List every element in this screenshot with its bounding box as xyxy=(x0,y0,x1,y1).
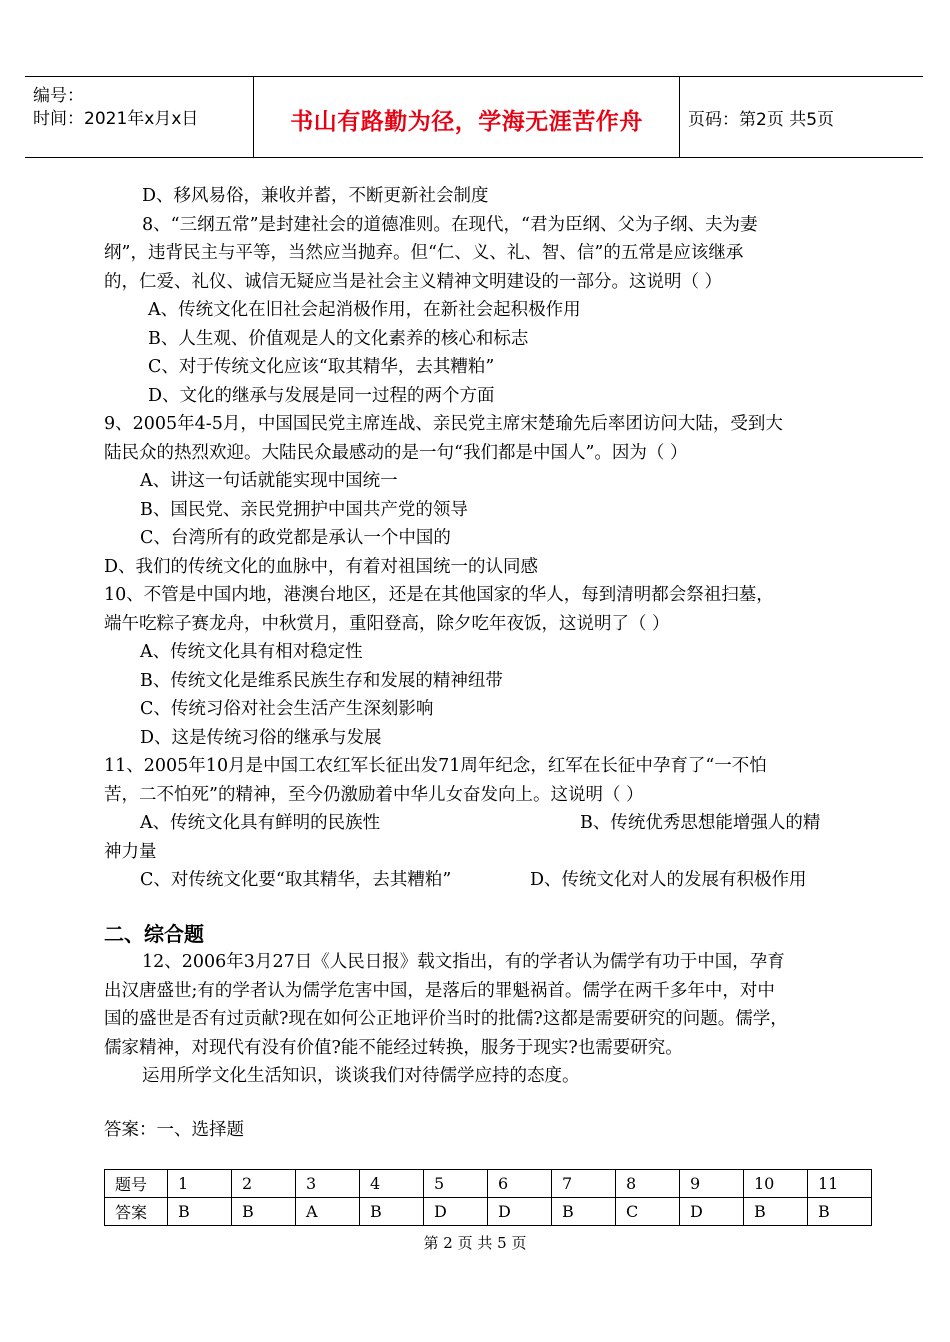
q11-options-cd xyxy=(104,866,844,895)
q8-option-c: C、对于传统文化应该“取其精华，去其糟粕” xyxy=(148,357,495,377)
q10-option-c: C、传统习俗对社会生活产生深刻影响 xyxy=(140,699,434,719)
answer-cell: B xyxy=(744,1198,808,1226)
motto: 书山有路勤为径，学海无涯苦作舟 xyxy=(290,109,643,135)
q11-line2: 苦，二不怕死”的精神，至今仍激励着中华儿女奋发向上。这说明（ ） xyxy=(104,784,644,805)
number-cell: 9 xyxy=(680,1170,744,1198)
number-cell: 6 xyxy=(488,1170,552,1198)
row-header-answer: 答案 xyxy=(105,1198,168,1226)
answer-cell: D xyxy=(680,1198,744,1226)
answer-cell: B xyxy=(168,1198,232,1226)
q8-option-a: A、传统文化在旧社会起消极作用，在新社会起积极作用 xyxy=(148,300,581,320)
q11-option-c: C、对传统文化要“取其精华，去其糟粕” xyxy=(140,870,452,890)
answer-cell: B xyxy=(808,1198,872,1226)
answer-cell: C xyxy=(616,1198,680,1226)
q8-option-b: B、人生观、价值观是人的文化素养的核心和标志 xyxy=(148,328,529,349)
q10-option-b: B、传统文化是维系民族生存和发展的精神纽带 xyxy=(140,670,503,691)
q9-option-d: D、我们的传统文化的血脉中，有着对祖国统一的认同感 xyxy=(104,556,539,577)
answer-cell: A xyxy=(296,1198,360,1226)
page-footer: 第 2 页 共 5 页 xyxy=(423,1234,527,1252)
answer-table-answer-row xyxy=(105,1198,872,1226)
q10-line1: 10、不管是中国内地，港澳台地区，还是在其他国家的华人，每到清明都会祭祖扫墓， xyxy=(104,585,774,605)
q9-line2: 陆民众的热烈欢迎。大陆民众最感动的是一句“我们都是中国人”。因为（ ） xyxy=(104,442,688,463)
number-cell: 8 xyxy=(616,1170,680,1198)
q10-option-a: A、传统文化具有相对稳定性 xyxy=(140,642,363,662)
q7-option-d: D、移风易俗，兼收并蓄，不断更新社会制度 xyxy=(142,186,489,206)
q10-line2: 端午吃粽子赛龙舟，中秋赏月，重阳登高，除夕吃年夜饭，这说明了（ ） xyxy=(104,613,670,634)
answer-cell: B xyxy=(232,1198,296,1226)
number-cell: 4 xyxy=(360,1170,424,1198)
q10-option-d: D、这是传统习俗的继承与发展 xyxy=(140,727,382,748)
answer-cell: D xyxy=(424,1198,488,1226)
page-header xyxy=(25,76,923,158)
q9-line1: 9、2005年4-5月，中国国民党主席连战、亲民党主席宋楚瑜先后率团访问大陆，受到大 xyxy=(104,414,783,434)
q11-option-b-cont: 神力量 xyxy=(104,841,157,862)
answers-title: 答案：一、选择题 xyxy=(104,1120,244,1140)
answer-cell: B xyxy=(552,1198,616,1226)
answer-table xyxy=(104,1169,872,1226)
q11-option-a: A、传统文化具有鲜明的民族性 xyxy=(140,813,381,833)
q11-line1: 11、2005年10月是中国工农红军长征出发71周年纪念，红军在长征中孕育了“一不怕 xyxy=(104,756,767,776)
number-cell: 2 xyxy=(232,1170,296,1198)
number-cell: 3 xyxy=(296,1170,360,1198)
q12-task: 运用所学文化生活知识，谈谈我们对待儒学应持的态度。 xyxy=(142,1066,580,1086)
time-label: 时间：2021年x月x日 xyxy=(33,109,199,129)
q11-option-b: B、传统优秀思想能增强人的精 xyxy=(580,813,821,833)
q9-option-c: C、台湾所有的政党都是承认一个中国的 xyxy=(140,528,451,548)
page-info: 页码：第2页 共5页 xyxy=(688,110,835,130)
number-cell: 5 xyxy=(424,1170,488,1198)
q11-option-d: D、传统文化对人的发展有积极作用 xyxy=(530,870,807,890)
q12-line3: 国的盛世是否有过贡献?现在如何公正地评价当时的批儒?这都是需要研究的问题。儒学， xyxy=(104,1009,788,1029)
answer-cell: B xyxy=(360,1198,424,1226)
questions-part1 xyxy=(104,182,844,895)
header-motto-cell xyxy=(254,77,680,157)
q9-option-b: B、国民党、亲民党拥护中国共产党的领导 xyxy=(140,499,468,520)
section-title: 二、综合题 xyxy=(104,922,204,946)
number-cell: 1 xyxy=(168,1170,232,1198)
questions-part2 xyxy=(104,948,844,1091)
q12-line4: 儒家精神，对现代有没有价值?能不能经过转换，服务于现实?也需要研究。 xyxy=(104,1037,683,1058)
number-label: 编号： xyxy=(33,86,84,106)
number-cell: 11 xyxy=(808,1170,872,1198)
q8-line1: 8、“三纲五常”是封建社会的道德准则。在现代，“君为臣纲、父为子纲、夫为妻 xyxy=(142,214,758,235)
header-left-cell xyxy=(25,77,254,157)
q8-option-d: D、文化的继承与发展是同一过程的两个方面 xyxy=(148,385,495,406)
q11-options-ab xyxy=(104,809,844,838)
q12-line2: 出汉唐盛世;有的学者认为儒学危害中国，是落后的罪魁祸首。儒学在两千多年中，对中 xyxy=(104,980,775,1001)
q12-line1: 12、2006年3月27日《人民日报》载文指出，有的学者认为儒学有功于中国，孕育 xyxy=(142,952,785,972)
q8-line3: 的，仁爱、礼仪、诚信无疑应当是社会主义精神文明建设的一部分。这说明（ ） xyxy=(104,271,723,292)
number-cell: 7 xyxy=(552,1170,616,1198)
q9-option-a: A、讲这一句话就能实现中国统一 xyxy=(140,471,398,491)
answer-cell: D xyxy=(488,1198,552,1226)
answer-table-number-row xyxy=(105,1170,872,1198)
number-cell: 10 xyxy=(744,1170,808,1198)
row-header-number: 题号 xyxy=(105,1170,168,1198)
q8-line2: 纲”，违背民主与平等，当然应当抛弃。但“仁、义、礼、智、信”的五常是应该继承 xyxy=(104,243,744,263)
